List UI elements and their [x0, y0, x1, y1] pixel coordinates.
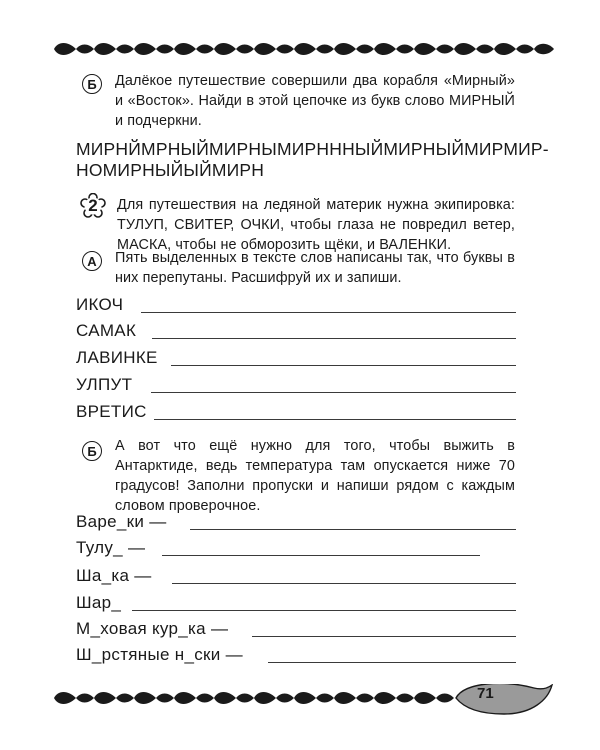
answer-line[interactable] [171, 365, 516, 366]
section-a-instruction: Пять выделенных в тексте слов написаны так, что буквы в них перепутаны. Расшифруй их и запиши. [115, 250, 515, 286]
scrambled-word: САМАК [76, 321, 137, 340]
scrambled-word: УЛПУТ [76, 375, 133, 394]
answer-line[interactable] [141, 312, 516, 313]
fill-in-word: Варе_ки — [76, 512, 167, 531]
letter-chain-line-1: МИРНЙМРНЫЙМИРНЫМИРНННЫЙМИРНЫЙМИРМИР- [76, 139, 549, 159]
answer-line[interactable] [151, 392, 516, 393]
section-badge-b: Б [82, 74, 102, 94]
scrambled-word: ЛАВИНКЕ [76, 348, 158, 367]
answer-line[interactable] [152, 338, 516, 339]
task-number-flower-badge [80, 193, 106, 219]
answer-line[interactable] [252, 636, 516, 637]
scrambled-word: ИКОЧ [76, 295, 124, 314]
letter-chain-line-2: НОМИРНЫЙЫЙМИРН [76, 160, 265, 180]
section-badge-b: Б [82, 441, 102, 461]
fill-in-word: Тулу_ — [76, 538, 146, 557]
answer-line[interactable] [154, 419, 516, 420]
section-badge-a: А [82, 251, 102, 271]
fill-in-word: Ша_ка — [76, 566, 152, 585]
fill-in-word: М_ховая кур_ка — [76, 619, 229, 638]
scrambled-word: ВРЕТИС [76, 402, 147, 421]
top-decorative-border [54, 40, 554, 58]
section-b-survival-text: А вот что ещё нужно для того, чтобы выжить в Антарктиде, ведь температура там опускается ниже 70 градусов! Заполни пропуски и напиши рядом с каждым словом проверочное. [115, 438, 515, 514]
answer-line[interactable] [132, 610, 516, 611]
answer-line[interactable] [172, 583, 516, 584]
answer-line[interactable] [162, 555, 480, 556]
page-number: 71 [477, 685, 494, 702]
answer-line[interactable] [268, 662, 516, 663]
task-number: 2 [88, 196, 98, 215]
fill-in-word: Шар_ [76, 593, 122, 612]
answer-line[interactable] [190, 529, 516, 530]
fill-in-word: Ш_рстяные н_ски — [76, 645, 243, 664]
section-b-instruction: Далёкое путешествие совершили два корабля «Мирный» и «Восток». Найди в этой цепочке из букв слово МИРНЫЙ и подчеркни. [115, 73, 515, 129]
task-2-text: Для путешествия на ледяной материк нужна экипировка: ТУЛУП, СВИТЕР, ОЧКИ, чтобы глаза не повредил ветер, МАСКА, чтобы не обморозить щёки, и ВАЛЕНКИ. [117, 197, 515, 253]
